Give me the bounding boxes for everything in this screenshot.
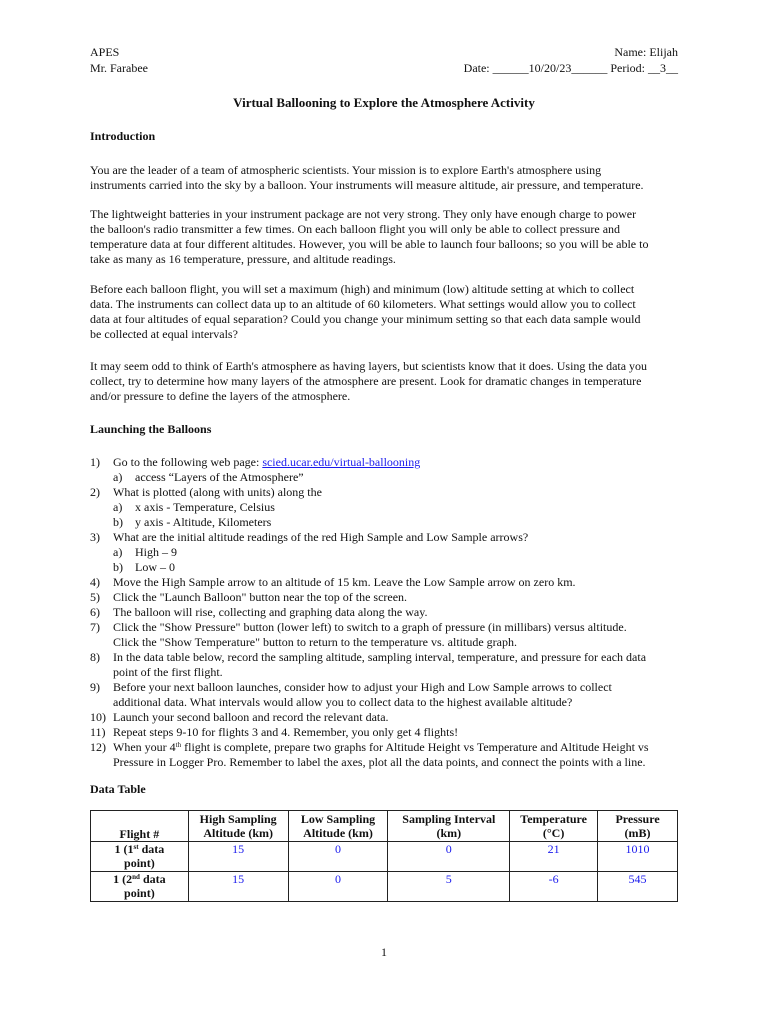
step-9-text-cont: additional data. What intervals would allow you to collect data to the highest available altitude? (113, 695, 573, 709)
ordinal-suffix: st (133, 843, 139, 851)
page-title: Virtual Ballooning to Explore the Atmosphere Activity (233, 95, 535, 110)
header-flight (91, 811, 189, 842)
step-number: 1) (90, 455, 100, 469)
step-7-text-cont: Click the "Show Temperature" button to return to the temperature vs. altitude graph. (113, 635, 517, 649)
text-line: data. The instruments can collect data up to an altitude of 60 kilometers. What settings would allow you to collect (90, 297, 636, 311)
ordinal-suffix: th (175, 741, 182, 749)
step-8-text: In the data table below, record the sampling altitude, sampling interval, temperature, and pressure for each data (113, 650, 647, 664)
header-text: (°C) (542, 826, 565, 840)
substep-letter: a) (113, 545, 123, 559)
step-12-text (113, 740, 649, 755)
intro-paragraph-2 (90, 207, 690, 267)
header-text: Low Sampling (300, 812, 376, 826)
step-number: 5) (90, 590, 100, 604)
header-sampling-interval (388, 811, 510, 842)
header-text: Sampling Interval (402, 812, 496, 826)
date-prefix: Date: ______ (463, 61, 529, 75)
header-text: (mB) (624, 826, 651, 840)
period-suffix: __ (666, 61, 678, 75)
header-text: (km) (436, 826, 462, 840)
cell-high-altitude: 15 (188, 872, 288, 902)
step-11-text: Repeat steps 9-10 for flights 3 and 4. Remember, you only get 4 flights! (113, 725, 459, 739)
cell-pressure: 545 (598, 872, 678, 902)
table-header-row (91, 811, 678, 842)
text-line: It may seem odd to think of Earth's atmosphere as having layers, but scientists know that it does. Using the data you (90, 359, 648, 373)
text-line: Before each balloon flight, you will set a maximum (high) and minimum (low) altitude setting at which to collect (90, 282, 635, 296)
row-label-line2: point) (124, 886, 155, 900)
step-number: 2) (90, 485, 100, 499)
header-text: Altitude (km) (303, 826, 373, 840)
substep-2a-text: x axis - Temperature, Celsius (135, 500, 275, 514)
header-high-sampling (188, 811, 288, 842)
header-text: Flight # (119, 827, 160, 841)
text-line: and/or pressure to define the layers of the atmosphere. (90, 389, 351, 403)
row-label (91, 842, 189, 872)
text-line: collect, try to determine how many layers of the atmosphere are present. Look for dramatic changes in temperature (90, 374, 642, 388)
text-line: You are the leader of a team of atmospheric scientists. Your mission is to explore Earth's atmosphere using (90, 163, 602, 177)
text-line: data at four altitudes of equal separation? Could you change your minimum setting so that each data sample would (90, 312, 641, 326)
substep-letter: b) (113, 515, 123, 529)
step-number: 7) (90, 620, 100, 634)
substep-1a-text: access “Layers of the Atmosphere” (135, 470, 304, 484)
substep-letter: a) (113, 470, 123, 484)
header-text: High Sampling (199, 812, 277, 826)
cell-interval: 0 (388, 842, 510, 872)
date-period-line (464, 61, 678, 76)
step-3-text: What are the initial altitude readings of the red High Sample and Low Sample arrows? (113, 530, 529, 544)
row-label-pre: 1 (2 (113, 872, 133, 886)
step-8-text-cont: point of the first flight. (113, 665, 223, 679)
ordinal-suffix: nd (132, 873, 140, 881)
text-line: The lightweight batteries in your instrument package are not very strong. They only have enough charge to power (90, 207, 637, 221)
step-7-text: Click the "Show Pressure" button (lower left) to switch to a graph of pressure (in millibars) versus altitude. (113, 620, 627, 634)
intro-paragraph-1 (90, 163, 690, 193)
cell-low-altitude: 0 (288, 872, 388, 902)
substep-letter: a) (113, 500, 123, 514)
intro-paragraph-4 (90, 359, 690, 404)
header-low-sampling (288, 811, 388, 842)
date-value: 10/20/23 (528, 61, 572, 75)
row-label-line2: point) (124, 856, 155, 870)
text-line: take as many as 16 temperature, pressure, and altitude readings. (90, 252, 396, 266)
step-12-text-cont: Pressure in Logger Pro. Remember to label the axes, plot all the data points, and connect the points with a line. (113, 755, 646, 769)
step-number: 3) (90, 530, 100, 544)
header-text: Altitude (km) (203, 826, 274, 840)
cell-temperature: 21 (510, 842, 598, 872)
step-number: 9) (90, 680, 100, 694)
text-line: be collected at equal intervals? (90, 327, 238, 341)
student-name: Name: Elijah (614, 45, 678, 59)
period-value: 3 (660, 61, 666, 75)
cell-interval: 5 (388, 872, 510, 902)
step-2-text: What is plotted (along with units) along the (113, 485, 322, 499)
data-table-heading: Data Table (90, 782, 146, 796)
step-number: 12) (90, 740, 106, 754)
step-number: 11) (90, 725, 106, 739)
page-number: 1 (381, 945, 387, 959)
header-text: Temperature (520, 812, 587, 826)
intro-paragraph-3 (90, 282, 690, 342)
step-number: 10) (90, 710, 106, 724)
step-9-text: Before your next balloon launches, consider how to adjust your High and Low Sample arrows to collect (113, 680, 612, 694)
course-label: APES (90, 45, 120, 59)
ballooning-link[interactable]: scied.ucar.edu/virtual-ballooning (262, 455, 421, 469)
substep-3a-text: High – 9 (135, 545, 177, 559)
text-line: instruments carried into the sky by a balloon. Your instruments will measure altitude, air pressure, and temperature. (90, 178, 644, 192)
teacher-label: Mr. Farabee (90, 61, 148, 75)
table-row (91, 842, 678, 872)
step-4-text: Move the High Sample arrow to an altitude of 15 km. Leave the Low Sample arrow on zero km. (113, 575, 576, 589)
cell-pressure: 1010 (598, 842, 678, 872)
step-number: 4) (90, 575, 100, 589)
header-pressure (598, 811, 678, 842)
step-6-text: The balloon will rise, collecting and graphing data along the way. (113, 605, 428, 619)
step-number: 6) (90, 605, 100, 619)
row-label-post: data (139, 872, 166, 886)
step-number: 8) (90, 650, 100, 664)
table-row (91, 872, 678, 902)
row-label-pre: 1 (1 (114, 842, 134, 856)
text-line: the balloon's radio transmitter a few times. On each balloon flight you will only be able to collect pressure and (90, 222, 621, 236)
row-label (91, 872, 189, 902)
text-line: temperature data at four different altitudes. However, you will be able to launch four balloons; so you will be able to (90, 237, 649, 251)
step-1-text (113, 455, 420, 470)
intro-heading: Introduction (90, 129, 156, 143)
header-temperature (510, 811, 598, 842)
step-1-prefix: Go to the following web page: (113, 455, 263, 469)
header-text: Pressure (615, 812, 660, 826)
step-12-pre: When your 4 (113, 740, 176, 754)
data-table (90, 810, 678, 902)
substep-letter: b) (113, 560, 123, 574)
step-10-text: Launch your second balloon and record the relevant data. (113, 710, 389, 724)
row-label-post: data (138, 842, 165, 856)
step-5-text: Click the "Launch Balloon" button near the top of the screen. (113, 590, 408, 604)
substep-3b-text: Low – 0 (135, 560, 175, 574)
substep-2b-text: y axis - Altitude, Kilometers (135, 515, 272, 529)
cell-high-altitude: 15 (188, 842, 288, 872)
cell-temperature: -6 (510, 872, 598, 902)
cell-low-altitude: 0 (288, 842, 388, 872)
date-suffix: ______ Period: __ (571, 61, 660, 75)
launch-heading: Launching the Balloons (90, 422, 212, 436)
step-12-post: flight is complete, prepare two graphs for Altitude Height vs Temperature and Altitude Height vs (181, 740, 649, 754)
